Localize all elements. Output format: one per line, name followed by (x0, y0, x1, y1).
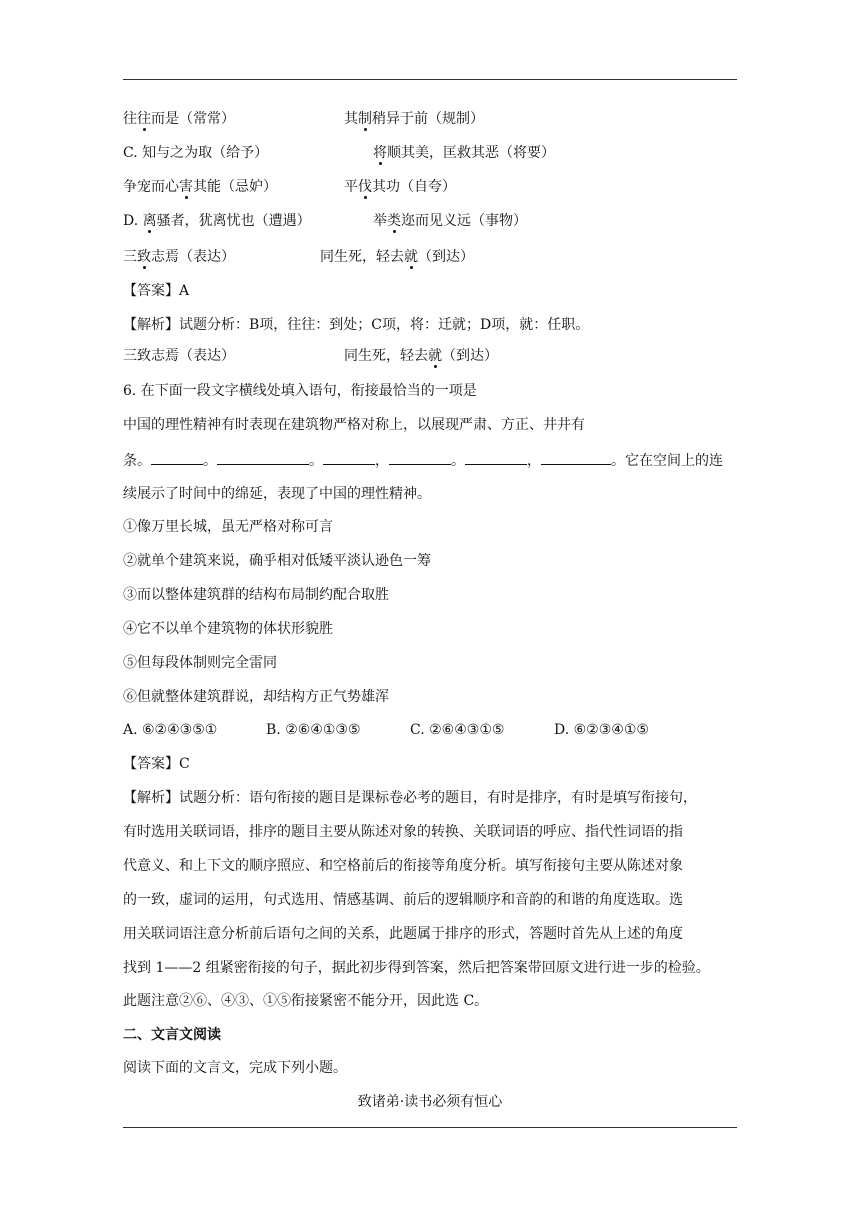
q5-row-1: 往往而是（常常） (123, 111, 235, 127)
q5-option-c-right: 将顺其美，匡救其恶（将要） (373, 145, 555, 161)
q5-row-1-right: 其制稍异于前（规制） (344, 111, 484, 127)
q5-analysis: 【解析】试题分析：B项，往往：到处；C项，将：迁就；D项，就：任职。 (123, 317, 590, 333)
q5-option-d-right: 举类迩而见义远（事物） (373, 213, 527, 229)
blank-5 (465, 451, 527, 465)
blank-4 (389, 451, 451, 465)
q5-row-5-right: 同生死，轻去就（到达） (320, 249, 474, 265)
q6-answer: 【答案】C (123, 756, 190, 772)
blank-2 (217, 451, 309, 465)
q6-sentence-6: ⑥但就整体建筑群说，却结构方正气势雄浑 (123, 689, 389, 705)
q5-repeat-right: 同生死，轻去就（到达） (344, 348, 498, 364)
q6-passage-line-3: 续展示了时间中的绵延，表现了中国的理性精神。 (123, 486, 431, 502)
q6-analysis-line-1: 【解析】试题分析：语句衔接的题目是课标卷必考的题目，有时是排序，有时是填写衔接句， (123, 790, 697, 806)
q6-option-b: B. ②⑥④①③⑤ (266, 722, 361, 738)
q6-stem: 6. 在下面一段文字横线处填入语句，衔接最恰当的一项是 (123, 383, 477, 399)
q5-row-3: 争宠而心害其能（忌妒） (123, 179, 277, 195)
q6-analysis-line-3: 代意义、和上下文的顺序照应、和空格前后的衔接等角度分析。填写衔接句主要从陈述对象 (123, 858, 683, 874)
q6-analysis-line-6: 找到 1——2 组紧密衔接的句子，据此初步得到答案，然后把答案带回原文进行进一步的检验。 (123, 960, 710, 976)
q5-repeat-left: 三致志焉（表达） (123, 348, 235, 364)
section-instruction: 阅读下面的文言文，完成下列小题。 (123, 1060, 347, 1076)
q6-analysis-line-5: 用关联词语注意分析前后语句之间的关系，此题属于排序的形式，答题时首先从上述的角度 (123, 926, 683, 942)
footer-rule (123, 1127, 737, 1128)
q6-option-c: C. ②⑥④③①⑤ (410, 722, 505, 738)
q6-analysis-line-4: 的一致，虚词的运用，句式选用、情感基调、前后的逻辑顺序和音韵的和谐的角度选取。选 (123, 892, 683, 908)
q6-analysis-line-7: 此题注意②⑥、④③、①⑤衔接紧密不能分开，因此选 C。 (123, 993, 489, 1009)
q5-row-5: 三致志焉（表达） (123, 249, 235, 265)
q5-option-d: D. 离骚者，犹离忧也（遭遇） (123, 213, 311, 229)
q6-option-a: A. ⑥②④③⑤① (123, 722, 218, 738)
section-heading: 二、文言文阅读 (123, 1027, 221, 1043)
blank-3 (323, 451, 375, 465)
q6-sentence-4: ④它不以单个建筑物的体状形貌胜 (123, 621, 333, 637)
q6-sentence-2: ②就单个建筑来说，确乎相对低矮平淡认逊色一筹 (123, 553, 431, 569)
q6-option-d: D. ⑥②③④①⑤ (554, 722, 649, 738)
q6-sentence-1: ①像万里长城，虽无严格对称可言 (123, 519, 333, 535)
text-title: 致诸弟·读书必须有恒心 (357, 1094, 503, 1110)
header-rule (123, 79, 737, 80)
q6-passage-line-2: 条。 。 。 ， 。 ， 。它在空间上的连 (123, 453, 723, 469)
blank-6 (541, 451, 611, 465)
q6-analysis-line-2: 有时选用关联词语，排序的题目主要从陈述对象的转换、关联词语的呼应、指代性词语的指 (123, 824, 683, 840)
q6-sentence-5: ⑤但每段体制则完全雷同 (123, 655, 277, 671)
q5-answer: 【答案】A (123, 283, 190, 299)
blank-1 (151, 451, 203, 465)
q6-passage-line-1: 中国的理性精神有时表现在建筑物严格对称上，以展现严肃、方正、井井有 (123, 417, 585, 433)
q6-sentence-3: ③而以整体建筑群的结构布局制约配合取胜 (123, 587, 389, 603)
q5-row-3-right: 平伐其功（自夸） (344, 179, 456, 195)
q5-option-c: C. 知与之为取（给予） (123, 145, 269, 161)
